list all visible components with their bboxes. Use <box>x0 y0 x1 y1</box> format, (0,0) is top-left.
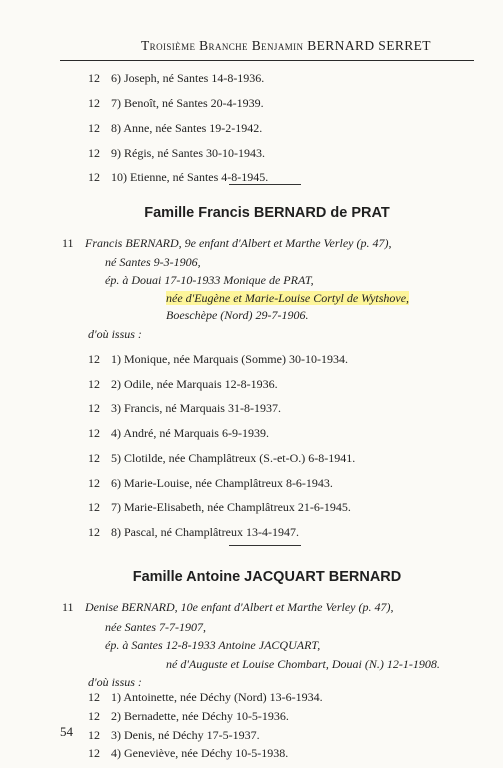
generation-number: 12 <box>88 451 100 465</box>
parent-entry <box>62 236 392 251</box>
generation-number: 12 <box>88 426 100 440</box>
generation-number: 12 <box>88 401 100 415</box>
generation-number: 12 <box>88 377 100 391</box>
child-entry: 3) Denis, né Déchy 17-5-1937. <box>111 728 260 742</box>
spouse-parents-line: né d'Auguste et Louise Chombart, Douai (N.) 12-1-1908. <box>166 657 440 671</box>
spouse-parents-line <box>166 291 409 306</box>
generation-number: 12 <box>88 476 100 490</box>
child-entry: 8) Anne, née Santes 19-2-1942. <box>111 121 263 135</box>
marriage-line: ép. à Douai 17-10-1933 Monique de PRAT, <box>105 273 314 287</box>
child-entry: 6) Joseph, né Santes 14-8-1936. <box>111 71 265 85</box>
generation-number: 12 <box>88 170 100 184</box>
generation-number: 11 <box>62 236 74 250</box>
parent-line: Denise BERNARD, 10e enfant d'Albert et Marthe Verley (p. 47), <box>85 600 394 614</box>
child-entry: 7) Benoît, né Santes 20-4-1939. <box>111 96 264 110</box>
birth-line: née Santes 7-7-1907, <box>105 620 206 634</box>
child-entry: 2) Odile, née Marquais 12-8-1936. <box>111 377 278 391</box>
generation-number: 12 <box>88 709 100 723</box>
section-divider <box>229 545 301 546</box>
header-main: BERNARD SERRET <box>307 38 431 53</box>
list-item <box>88 500 351 515</box>
child-entry: 4) André, né Marquais 6-9-1939. <box>111 426 269 440</box>
child-entry: 6) Marie-Louise, née Champlâtreux 8-6-1943. <box>111 476 333 490</box>
parent-entry <box>62 600 393 615</box>
list-item <box>88 451 355 466</box>
list-item <box>88 146 265 161</box>
parent-line: Francis BERNARD, 9e enfant d'Albert et Marthe Verley (p. 47), <box>85 236 392 250</box>
highlighted-text: née d'Eugène et Marie-Louise Cortyl de Wytshove, <box>166 291 410 305</box>
section-divider <box>229 184 301 185</box>
page-number: 54 <box>60 724 73 739</box>
generation-number: 12 <box>88 121 100 135</box>
generation-number: 12 <box>88 525 100 539</box>
list-item <box>88 690 323 705</box>
child-entry: 7) Marie-Elisabeth, née Champlâtreux 21-6-1945. <box>111 500 351 514</box>
list-item <box>88 71 264 86</box>
header-prefix: Troisième Branche Benjamin <box>141 38 304 53</box>
child-entry: 1) Monique, née Marquais (Somme) 30-10-1934. <box>111 352 348 366</box>
list-item <box>88 709 289 724</box>
child-entry: 4) Geneviève, née Déchy 10-5-1938. <box>111 746 289 760</box>
list-item <box>88 96 264 111</box>
generation-number: 12 <box>88 352 100 366</box>
generation-number: 12 <box>88 71 100 85</box>
issue-label: d'où issus : <box>88 675 142 689</box>
child-entry: 5) Clotilde, née Champlâtreux (S.-et-O.) 6-8-1941. <box>111 451 356 465</box>
marriage-line: ép. à Santes 12-8-1933 Antoine JACQUART, <box>105 638 321 652</box>
generation-number: 12 <box>88 746 100 760</box>
list-item <box>88 426 269 441</box>
generation-number: 11 <box>62 600 74 614</box>
list-item <box>88 746 288 761</box>
list-item <box>88 377 278 392</box>
generation-number: 12 <box>88 500 100 514</box>
child-entry: 8) Pascal, né Champlâtreux 13-4-1947. <box>111 525 299 539</box>
running-header <box>96 38 476 54</box>
family-title: Famille Francis BERNARD de PRAT <box>144 205 390 221</box>
list-item <box>88 476 333 491</box>
family-title: Famille Antoine JACQUART BERNARD <box>132 569 402 585</box>
list-item <box>88 170 268 185</box>
child-entry: 1) Antoinette, née Déchy (Nord) 13-6-1934. <box>111 690 323 704</box>
list-item <box>88 121 262 136</box>
child-entry: 9) Régis, né Santes 30-10-1943. <box>111 146 265 160</box>
list-item <box>88 525 299 540</box>
generation-number: 12 <box>88 690 100 704</box>
child-entry: 2) Bernadette, née Déchy 10-5-1936. <box>111 709 289 723</box>
spouse-birth-line: Boeschèpe (Nord) 29-7-1906. <box>166 308 309 322</box>
header-rule <box>60 60 474 61</box>
child-entry: 10) Etienne, né Santes 4-8-1945. <box>111 170 269 184</box>
list-item <box>88 401 281 416</box>
generation-number: 12 <box>88 728 100 742</box>
birth-line: né Santes 9-3-1906, <box>105 255 201 269</box>
list-item <box>88 728 260 743</box>
generation-number: 12 <box>88 146 100 160</box>
generation-number: 12 <box>88 96 100 110</box>
child-entry: 3) Francis, né Marquais 31-8-1937. <box>111 401 281 415</box>
list-item <box>88 352 348 367</box>
issue-label: d'où issus : <box>88 327 142 341</box>
